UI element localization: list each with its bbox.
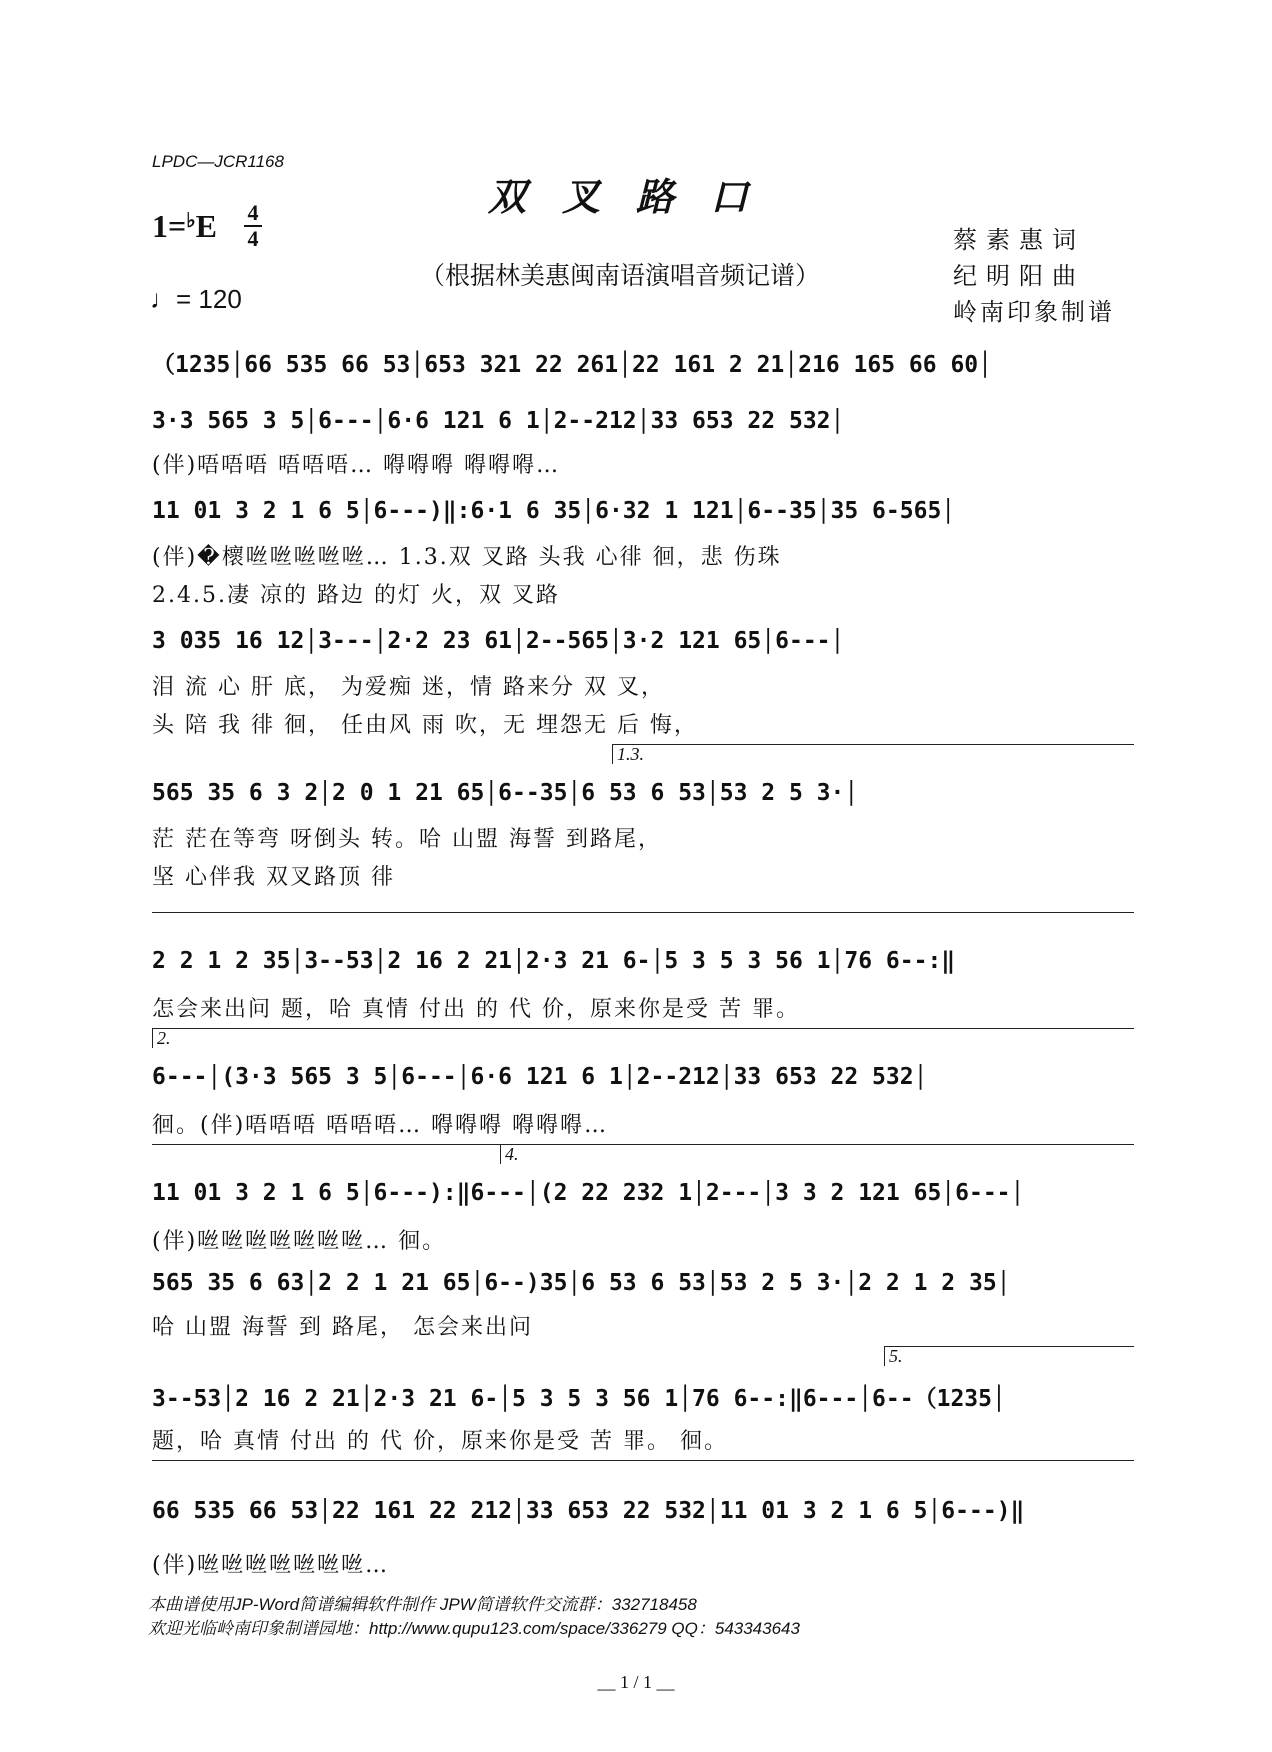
notation-line: 3--53│2 16 2 21│2·3 21 6-│5 3 5 3 56 1│76 6--:‖6---│6--（1235│ xyxy=(152,1386,1006,1412)
lyricist-credit: 蔡素惠词 xyxy=(953,226,1085,254)
lyric-line: 哈 山盟 海誓 到 路尾， 怎会来出问 xyxy=(152,1315,533,1340)
subtitle: （根据林美惠闽南语演唱音频记谱） xyxy=(420,261,821,290)
notation-line: 3 035 16 12│3---│2·2 23 61│2--565│3·2 121 65│6---│ xyxy=(152,628,845,654)
lyric-line: (伴)咝咝咝咝咝咝咝… 徊。 xyxy=(152,1229,447,1254)
lyric-line: 坚 心伴我 双叉路顶 徘 xyxy=(152,865,395,890)
page-number: __ 1 / 1 __ xyxy=(597,1672,675,1692)
notation-line: 6---│(3·3 565 3 5│6---│6·6 121 6 1│2--212│33 653 22 532│ xyxy=(152,1064,928,1090)
volta-bracket xyxy=(612,744,1134,745)
score-code: LPDC—JCR1168 xyxy=(152,152,284,171)
composer-credit: 纪明阳曲 xyxy=(953,262,1085,290)
key-signature xyxy=(152,208,217,245)
key-note: E xyxy=(195,208,218,244)
flat-icon: ♭ xyxy=(186,210,196,232)
lyric-line: 怎会来出问 题，哈 真情 付出 的 代 价，原来你是受 苦 罪。 xyxy=(152,997,800,1022)
lyric-line: 茫 茫在等弯 呀倒头 转。哈 山盟 海誓 到路尾， xyxy=(152,827,662,852)
key-prefix: 1= xyxy=(152,208,187,244)
time-signature xyxy=(244,202,262,250)
notation-line: 11 01 3 2 1 6 5│6---)‖:6·1 6 35│6·32 1 121│6--35│35 6-565│ xyxy=(152,498,956,524)
notation-line: （1235│66 535 66 53│653 321 22 261│22 161 2 21│216 165 66 60│ xyxy=(152,352,992,378)
notation-line: 66 535 66 53│22 161 22 212│33 653 22 532│11 01 3 2 1 6 5│6---)‖ xyxy=(152,1498,1025,1524)
meter-bottom: 4 xyxy=(247,226,259,251)
notation-line: 565 35 6 63│2 2 1 21 65│6--)35│6 53 6 53│53 2 5 3·│2 2 1 2 35│ xyxy=(152,1270,1011,1296)
lyric-line: (伴)咝咝咝咝咝咝咝… xyxy=(152,1553,390,1578)
volta-label: 4. xyxy=(500,1144,519,1164)
lyric-line: 题，哈 真情 付出 的 代 价，原来你是受 苦 罪。 徊。 xyxy=(152,1429,728,1454)
notation-line: 11 01 3 2 1 6 5│6---):‖6---│(2 22 232 1│2---│3 3 2 121 65│6---│ xyxy=(152,1180,1025,1206)
arranger-credit: 岭南印象制谱 xyxy=(953,298,1115,326)
tempo-marking: ♩= 120 xyxy=(150,284,242,314)
section-rule xyxy=(152,912,1134,913)
volta-bracket xyxy=(152,1028,1134,1029)
volta-label: 1.3. xyxy=(612,744,644,764)
lyric-line: (伴)�櫰咝咝咝咝咝… 1.3.双 叉路 头我 心徘 徊，悲 伤珠 xyxy=(152,545,782,570)
footer-website-note: 欢迎光临岭南印象制谱园地：http://www.qupu123.com/space/336279 QQ：543343643 xyxy=(148,1619,800,1638)
volta-label: 2. xyxy=(152,1028,171,1048)
footer-software-note: 本曲谱使用JP-Word简谱编辑软件制作 JPW简谱软件交流群：332718458 xyxy=(148,1595,697,1614)
volta-label: 5. xyxy=(884,1346,903,1366)
meter-top: 4 xyxy=(247,200,259,225)
volta-bracket xyxy=(884,1346,1134,1347)
notation-line: 565 35 6 3 2│2 0 1 21 65│6--35│6 53 6 53│53 2 5 3·│ xyxy=(152,780,859,806)
lyric-line: 2.4.5.凄 凉的 路边 的灯 火，双 叉路 xyxy=(152,583,560,608)
lyric-line: 泪 流 心 肝 底， 为爱痴 迷，情 路来分 双 叉， xyxy=(152,675,665,700)
volta-bracket xyxy=(152,1144,1134,1145)
lyric-line: (伴)唔唔唔 唔唔唔… 嘚嘚嘚 嘚嘚嘚… xyxy=(152,453,561,478)
lyric-line: 头 陪 我 徘 徊， 任由风 雨 吹，无 埋怨无 后 悔， xyxy=(152,713,698,738)
section-rule xyxy=(152,1460,1134,1461)
lyric-line: 徊。(伴)唔唔唔 唔唔唔… 嘚嘚嘚 嘚嘚嘚… xyxy=(152,1113,609,1138)
song-title: 双叉路口 xyxy=(487,174,784,219)
notation-line: 3·3 565 3 5│6---│6·6 121 6 1│2--212│33 653 22 532│ xyxy=(152,408,845,434)
notation-line: 2 2 1 2 35│3--53│2 16 2 21│2·3 21 6-│5 3 5 3 56 1│76 6--:‖ xyxy=(152,948,956,974)
